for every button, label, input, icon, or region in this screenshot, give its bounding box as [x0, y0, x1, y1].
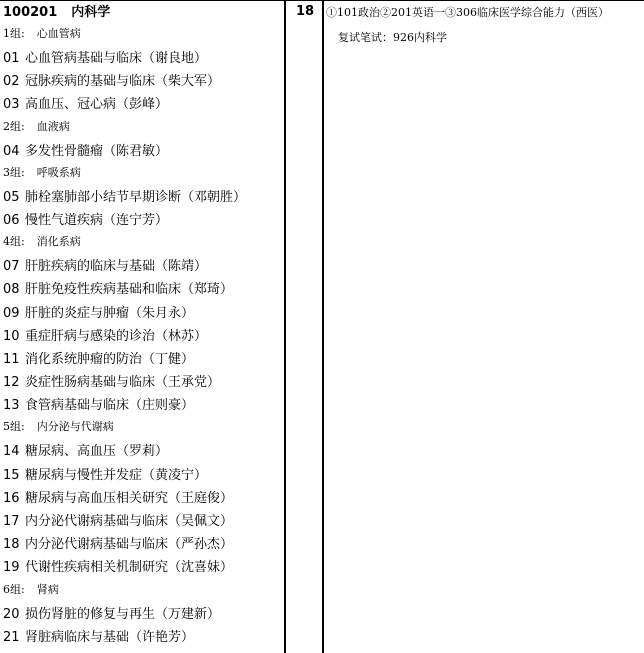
group-name: 呼吸系病: [36, 165, 81, 179]
direction-text: 高血压、冠心病（彭峰）: [25, 97, 169, 113]
group-header: [3, 580, 283, 600]
direction-text: 糖尿病、高血压（罗莉）: [25, 444, 169, 460]
direction-item: [3, 70, 283, 93]
retest-subject: 复试笔试：926内科学: [338, 31, 447, 44]
group-name: 内分泌与代谢病: [36, 420, 114, 434]
direction-number: 02: [3, 74, 20, 90]
group-header: [3, 232, 283, 252]
group-label: 2组:: [3, 119, 25, 133]
group-header: [3, 163, 283, 183]
direction-item: [3, 603, 283, 626]
direction-number: 15: [3, 467, 20, 483]
direction-number: 21: [3, 629, 20, 645]
group-name: 心血管病: [36, 27, 81, 40]
direction-number: 06: [3, 212, 20, 228]
direction-number: 11: [3, 351, 20, 367]
direction-number: 17: [3, 514, 20, 529]
direction-text: 糖尿病与慢性并发症（黄凌宁）: [25, 467, 208, 483]
group-name: 消化系病: [36, 235, 81, 249]
group-header: [3, 417, 283, 437]
direction-text: 内分泌代谢病基础与临床（吴佩文）: [25, 514, 234, 529]
research-directions-column: [3, 2, 283, 649]
direction-number: 10: [3, 328, 20, 344]
direction-number: 19: [3, 560, 20, 576]
direction-number: 09: [3, 305, 20, 321]
direction-item: [3, 371, 283, 394]
direction-text: 糖尿病与高血压相关研究（王庭俊）: [25, 490, 234, 506]
direction-item: [3, 325, 283, 348]
direction-text: 炎症性肠病基础与临床（王承党）: [25, 375, 221, 391]
direction-text: 慢性气道疾病（连宁芳）: [25, 212, 169, 228]
group-name: 血液病: [36, 119, 70, 133]
direction-item: [3, 464, 283, 487]
direction-text: 重症肝病与感染的诊治（林苏）: [25, 328, 208, 344]
program-code: 100201: [3, 5, 58, 20]
direction-text: 消化系统肿瘤的防治（丁健）: [25, 351, 195, 367]
direction-item: [3, 209, 283, 232]
direction-item: [3, 556, 283, 579]
group-label: 1组:: [3, 27, 25, 40]
direction-number: 07: [3, 259, 20, 275]
direction-number: 05: [3, 189, 20, 205]
direction-text: 肺栓塞肺部小结节早期诊断（邓朝胜）: [25, 189, 247, 205]
group-header: [3, 117, 283, 137]
direction-number: 14: [3, 444, 20, 460]
direction-text: 内分泌代谢病基础与临床（严孙杰）: [25, 537, 234, 553]
direction-text: 多发性骨髓瘤（陈君敏）: [25, 143, 169, 159]
direction-item: [3, 626, 283, 649]
direction-list: [3, 24, 283, 649]
direction-item: [3, 186, 283, 209]
direction-text: 肾脏病临床与基础（许艳芳）: [25, 629, 195, 645]
direction-number: 20: [3, 606, 20, 622]
group-header: [3, 24, 283, 44]
direction-text: 代谢性疾病相关机制研究（沈喜妹）: [25, 560, 234, 576]
column-divider-left: [284, 0, 286, 653]
direction-item: [3, 394, 283, 417]
group-label: 5组:: [3, 420, 25, 434]
column-divider-right: [322, 0, 324, 653]
direction-text: 肝脏的炎症与肿瘤（朱月永）: [25, 305, 195, 321]
direction-item: [3, 510, 283, 533]
direction-number: 03: [3, 97, 20, 113]
direction-text: 肝脏疾病的临床与基础（陈靖）: [25, 259, 208, 275]
direction-item: [3, 93, 283, 116]
direction-text: 心血管病基础与临床（谢良地）: [25, 51, 208, 66]
exam-info-column: [326, 4, 638, 45]
enrollment-quota: 18: [295, 4, 315, 19]
direction-text: 肝脏免疫性疾病基础和临床（郑琦）: [25, 282, 234, 298]
table-top-border: [0, 0, 644, 1]
direction-number: 01: [3, 51, 20, 66]
direction-item: [3, 440, 283, 463]
direction-text: 食管病基础与临床（庄则豪）: [25, 398, 195, 414]
program-header: [3, 2, 283, 24]
direction-item: [3, 348, 283, 371]
direction-number: 04: [3, 143, 20, 159]
group-label: 3组:: [3, 165, 25, 179]
direction-number: 18: [3, 537, 20, 553]
direction-item: [3, 47, 283, 70]
direction-number: 16: [3, 490, 20, 506]
direction-item: [3, 487, 283, 510]
exam-subjects: ①101政治②201英语一③306临床医学综合能力（西医）: [326, 6, 609, 19]
direction-item: [3, 533, 283, 556]
direction-item: [3, 140, 283, 163]
direction-number: 12: [3, 375, 20, 391]
direction-item: [3, 255, 283, 278]
direction-text: 损伤肾脏的修复与再生（万建新）: [25, 606, 221, 622]
group-label: 4组:: [3, 235, 25, 249]
group-label: 6组:: [3, 582, 25, 596]
direction-item: [3, 302, 283, 325]
direction-item: [3, 278, 283, 301]
direction-number: 08: [3, 282, 20, 298]
direction-number: 13: [3, 398, 20, 414]
group-name: 肾病: [36, 582, 59, 596]
program-name: 内科学: [71, 5, 111, 20]
direction-text: 冠脉疾病的基础与临床（柴大军）: [25, 74, 221, 90]
